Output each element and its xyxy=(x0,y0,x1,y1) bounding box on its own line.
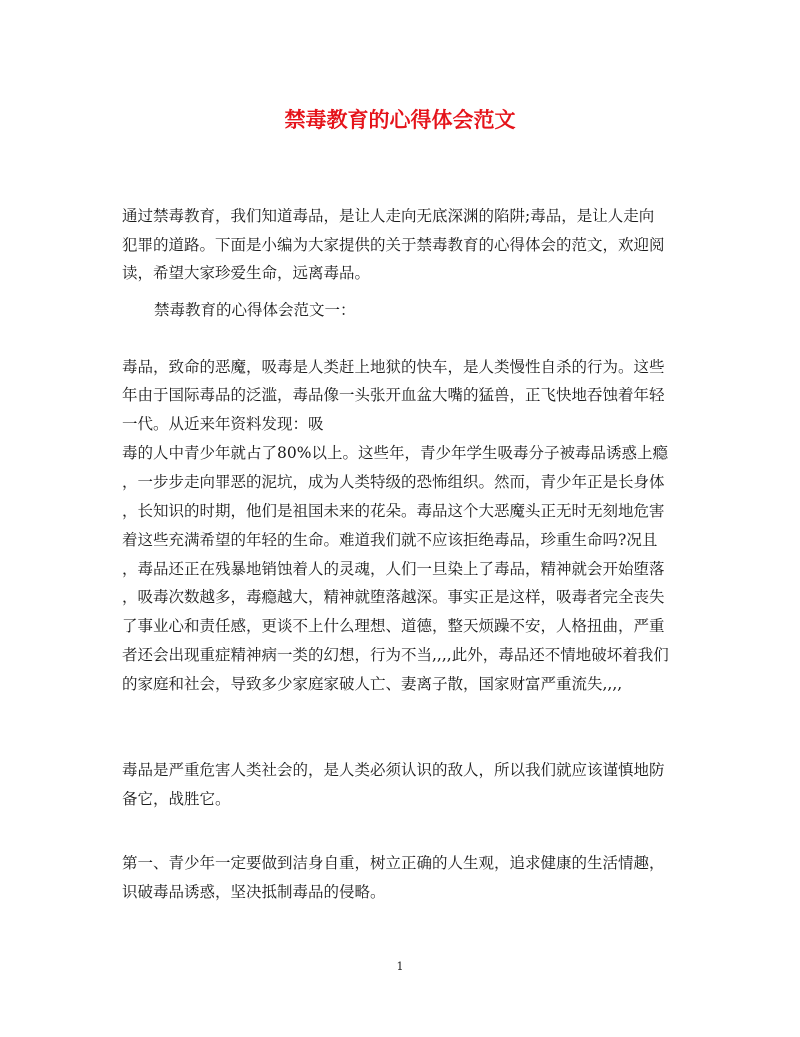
text-line: 识破毒品诱惑，坚决抵制毒品的侵略。 xyxy=(122,883,386,901)
text-line: ，吸毒次数越多，毒瘾越大，精神就堕落越深。事实正是这样，吸毒者完全丧失 xyxy=(122,588,665,606)
text-line: ，长知识的时期，他们是祖国未来的花朵。毒品这个大恶魔头正无时无刻地危害 xyxy=(122,502,665,520)
text-line: 年由于国际毒品的泛滥，毒品像一头张开血盆大嘴的猛兽，正飞快地吞蚀着年轻 xyxy=(122,386,665,404)
text-line: 毒品是严重危害人类社会的，是人类必须认识的敌人，所以我们就应该谨慎地防 xyxy=(122,761,665,779)
text-line: 者还会出现重症精神病一类的幻想，行为不当,,,,此外，毒品还不情地破坏着我们 xyxy=(122,646,669,664)
text-line: ，一步步走向罪恶的泥坑，成为人类特级的恐怖组织。然而，青少年正是长身体 xyxy=(122,473,665,491)
text-line: 通过禁毒教育，我们知道毒品，是让人走向无底深渊的陷阱;毒品，是让人走向 xyxy=(122,207,655,225)
text-line: 第一、青少年一定要做到洁身自重，树立正确的人生观，追求健康的生活情趣， xyxy=(122,854,665,872)
text-line: 了事业心和责任感，更谈不上什么理想、道德，整天烦躁不安，人格扭曲，严重 xyxy=(122,617,665,635)
text-line: 犯罪的道路。下面是小编为大家提供的关于禁毒教育的心得体会的范文，欢迎阅 xyxy=(122,236,665,254)
page-number: 1 xyxy=(396,960,404,973)
text-line: 读，希望大家珍爱生命，远离毒品。 xyxy=(122,264,371,282)
text-line: 的家庭和社会，导致多少家庭家破人亡、妻离子散，国家财富严重流失,,,, xyxy=(122,675,623,693)
text-line: 毒的人中青少年就占了80%以上。这些年，青少年学生吸毒分子被毒品诱惑上瘾 xyxy=(122,444,668,462)
text-line: ，毒品还正在残暴地销蚀着人的灵魂，人们一旦染上了毒品，精神就会开始堕落 xyxy=(122,560,665,578)
text-line: 备它，战胜它。 xyxy=(122,790,231,808)
section-heading: 禁毒教育的心得体会范文一： xyxy=(154,301,356,319)
page-title: 禁毒教育的心得体会范文 xyxy=(284,107,516,132)
text-line: 一代。从近来年资料发现：吸 xyxy=(122,415,324,433)
text-line: 着这些充满希望的年轻的生命。难道我们就不应该拒绝毒品，珍重生命吗?况且 xyxy=(122,531,658,549)
text-line: 毒品，致命的恶魔，吸毒是人类赶上地狱的快车，是人类慢性自杀的行为。这些 xyxy=(122,358,665,376)
